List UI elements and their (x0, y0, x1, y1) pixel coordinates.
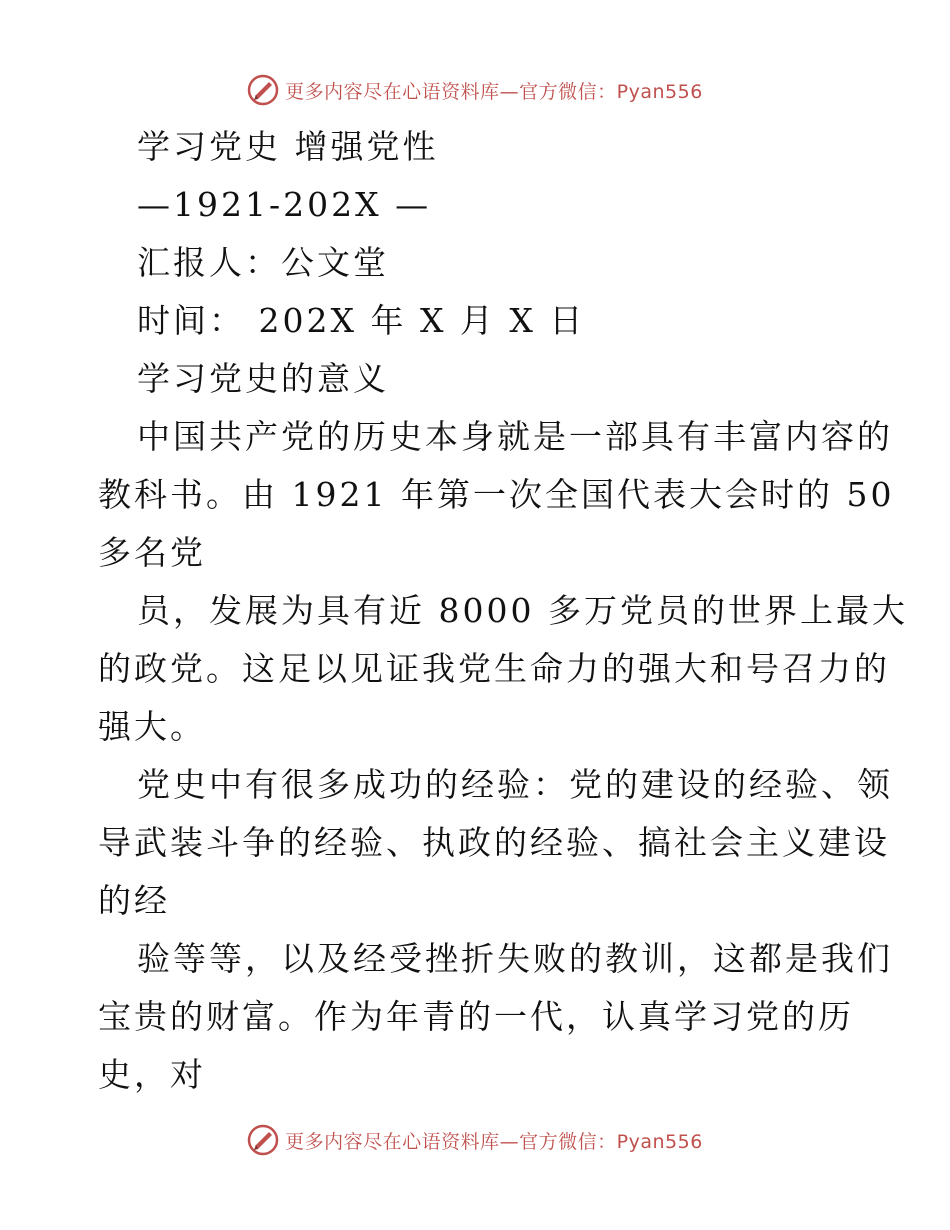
doc-year-range: —1921-202X — (137, 185, 432, 224)
paragraph-line: 多名党 (98, 533, 206, 572)
paragraph-line: 强大。 (98, 707, 206, 746)
header-watermark (0, 70, 950, 110)
paragraph-line: 验等等，以及经受挫折失败的教训，这都是我们 (137, 939, 893, 978)
section-heading: 学习党史的意义 (137, 359, 389, 398)
paragraph-line: 宝贵的财富。作为年青的一代，认真学习党的历 (98, 997, 854, 1036)
paragraph-line: 导武装斗争的经验、执政的经验、搞社会主义建设 (98, 823, 890, 862)
watermark-text: 更多内容尽在心语资料库—官方微信：Pyan556 (285, 1130, 703, 1153)
logo-icon (247, 1124, 279, 1156)
document-body (98, 118, 908, 1104)
doc-date: 时间： 202X 年 X 月 X 日 (137, 301, 586, 340)
paragraph-line: 史，对 (98, 1055, 206, 1094)
paragraph-line: 教科书。由 1921 年第一次全国代表大会时的 50 (98, 475, 895, 514)
footer-watermark (0, 1120, 950, 1160)
logo-icon (247, 74, 279, 106)
paragraph-line: 的经 (98, 881, 170, 920)
doc-reporter: 汇报人：公文堂 (137, 243, 389, 282)
doc-title: 学习党史 增强党性 (137, 127, 439, 166)
paragraph-line: 中国共产党的历史本身就是一部具有丰富内容的 (137, 417, 893, 456)
paragraph-line: 员，发展为具有近 8000 多万党员的世界上最大 (137, 591, 908, 630)
paragraph-line: 党史中有很多成功的经验：党的建设的经验、领 (137, 765, 893, 804)
watermark-text: 更多内容尽在心语资料库—官方微信：Pyan556 (285, 80, 703, 103)
paragraph-line: 的政党。这足以见证我党生命力的强大和号召力的 (98, 649, 890, 688)
